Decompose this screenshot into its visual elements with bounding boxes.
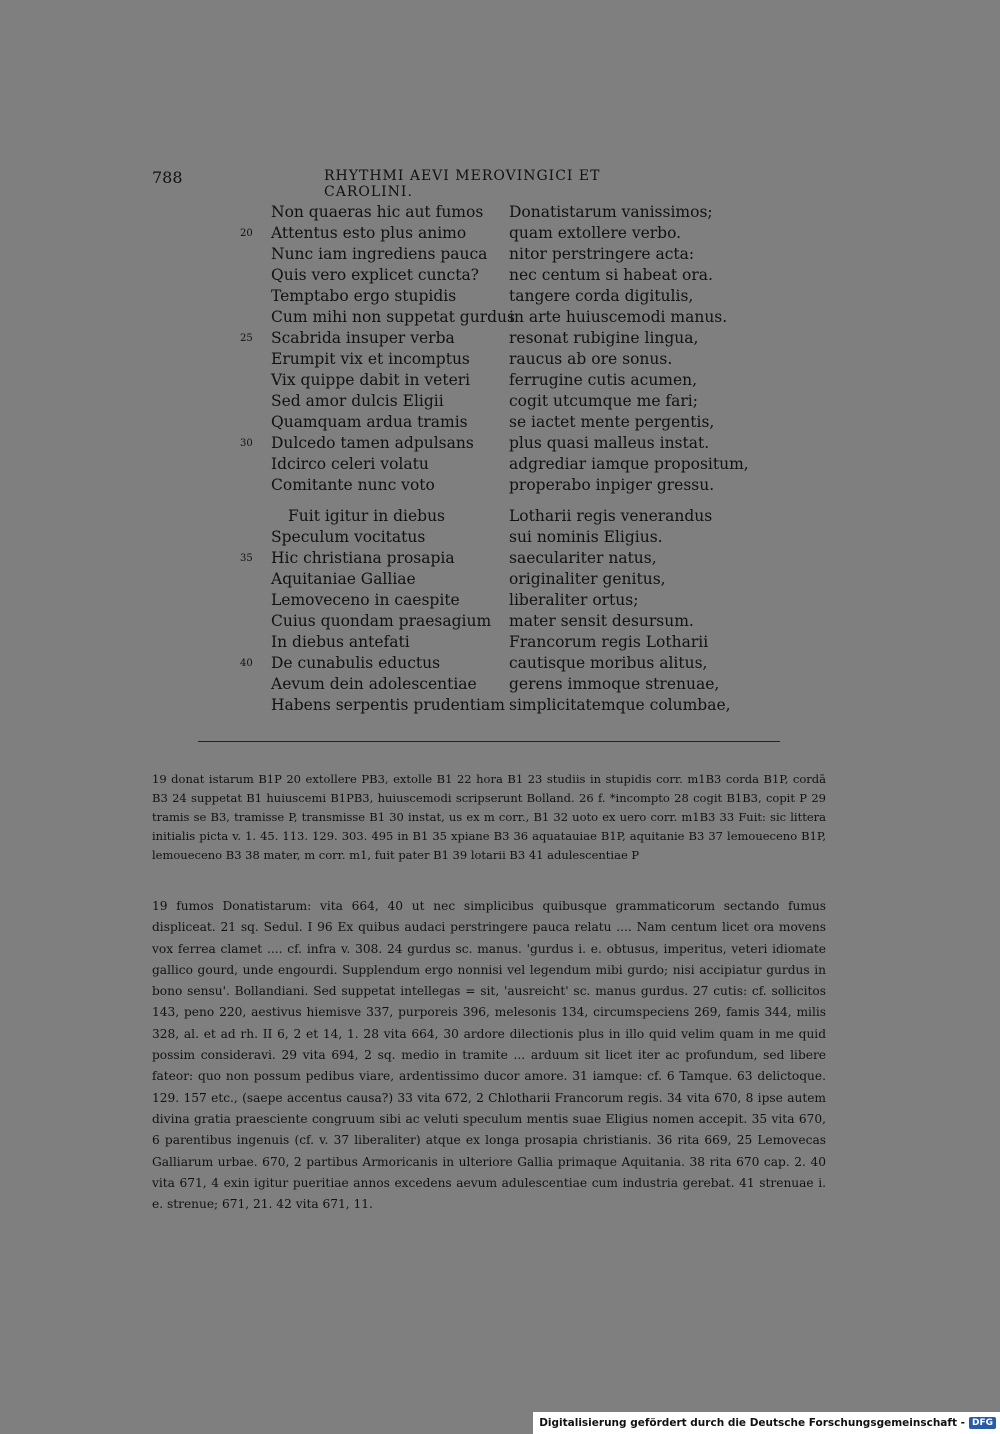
- verse-second-half: mater sensit desursum.: [509, 612, 694, 630]
- verse-line: [240, 244, 760, 265]
- verse-first-half: Hic christiana prosapia: [271, 549, 455, 567]
- verse-second-half: Francorum regis Lotharii: [509, 633, 709, 651]
- verse-second-half: quam extollere verbo.: [509, 224, 682, 242]
- verse-first-half: Temptabo ergo stupidis: [271, 287, 457, 305]
- verse-line: [240, 569, 760, 590]
- verse-line: [240, 548, 760, 569]
- verse-first-half: Quis vero explicet cuncta?: [271, 266, 479, 284]
- verse-line: [240, 307, 760, 328]
- verse-first-half: Nunc iam ingrediens pauca: [271, 245, 488, 263]
- verse-line: [240, 632, 760, 653]
- verse-line: [240, 475, 760, 496]
- verse-first-half: Aevum dein adolescentiae: [271, 675, 477, 693]
- critical-apparatus: [152, 770, 826, 865]
- verse-line: [240, 590, 760, 611]
- verse-second-half: nec centum si habeat ora.: [509, 266, 713, 284]
- line-number: 35: [240, 553, 253, 564]
- verse-line: [240, 653, 760, 674]
- verse-first-half: Quamquam ardua tramis: [271, 413, 468, 431]
- verse-second-half: simplicitatemque columbae,: [509, 696, 731, 714]
- verse-second-half: Donatistarum vanissimos;: [509, 203, 713, 221]
- verse-first-half: Aquitaniae Galliae: [271, 570, 416, 588]
- verse-second-half: liberaliter ortus;: [509, 591, 639, 609]
- verse-second-half: gerens immoque strenuae,: [509, 675, 720, 693]
- verse-line: [240, 412, 760, 433]
- verse-line: [240, 223, 760, 244]
- verse-line: [240, 433, 760, 454]
- verse-second-half: adgrediar iamque propositum,: [509, 455, 749, 473]
- verse-first-half: De cunabulis eductus: [271, 654, 441, 672]
- page-number: 788: [152, 168, 183, 187]
- commentary-notes: [152, 896, 826, 1215]
- verse-line: [240, 506, 760, 527]
- verse-first-half: Habens serpentis prudentiam: [271, 696, 505, 714]
- verse-line: [240, 391, 760, 412]
- verse-second-half: resonat rubigine lingua,: [509, 329, 699, 347]
- verse-second-half: originaliter genitus,: [509, 570, 666, 588]
- stanza: [240, 202, 760, 496]
- verse-second-half: Lotharii regis venerandus: [509, 507, 713, 525]
- verse-second-half: raucus ab ore sonus.: [509, 350, 673, 368]
- verse-second-half: cautisque moribus alitus,: [509, 654, 708, 672]
- verse-first-half: Fuit igitur in diebus: [288, 507, 446, 525]
- stanza: [240, 506, 760, 716]
- commentary-paragraph: 19 fumos Donatistarum: vita 664, 40 ut nec simplicibus quibusque grammaticorum sectando fumus displiceat. 21 sq. Sedul. I 96 Ex quibus audaci perstringere pauca relatu .... Nam centum licet ora movens vox ferrea clamet .... cf. infra v. 308. 24 gurdus sc. manus. 'gurdus i. e. obtusus, imperitus, veteri idiomate gallico gourd, unde engourdi. Supplendum ergo nonnisi vel legendum mibi gurdo; nisi accipiatur gurdus in bono sensu'. Bollandiani. Sed suppetat intellegas = sit, 'ausreicht' sc. manus gurdus. 27 cutis: cf. sollicitos 143, peno 220, aestivus hiemisve 337, purporeis 396, melesonis 134, circumspeciens 269, famis 344, milis 328, al. et ad rh. II 6, 2 et 14, 1. 28 vita 664, 30 ardore dilectionis plus in illo quid velim quam in me quid possim consideravi. 29 vita 694, 2 sq. medio in tramite ... arduum sit licet iter ac profundum, sed libere fateor: quo non possum pedibus viare, ardentissimo ducor amore. 31 iamque: cf. 6 Tamque. 63 delictoque. 129. 157 etc., (saepe accentus causa?) 33 vita 672, 2 Chlotharii Francorum regis. 34 vita 670, 8 ipse autem divina gratia praesciente congruum sibi ac veluti speculum mentis suae Eligius nomen accepit. 35 vita 670, 6 parentibus ingenuis (cf. v. 37 liberaliter) atque ex longa prosapia christianis. 36 rita 669, 25 Lemovecas Galliarum urbae. 670, 2 partibus Armoricanis in ulteriore Gallia primaque Aquitania. 38 rita 670 cap. 2. 40 vita 671, 4 exin igitur pueritiae annos excedens aevum adulescentiae cum industria gerebat. 41 strenuae i. e. strenue; 671, 21. 42 vita 671, 11.: [152, 899, 826, 1212]
- verse-first-half: Cum mihi non suppetat gurdus: [271, 308, 515, 326]
- verse-first-half: Speculum vocitatus: [271, 528, 426, 546]
- footnote-divider: [198, 741, 780, 742]
- running-title: RHYTHMI AEVI MEROVINGICI ET CAROLINI.: [324, 168, 601, 200]
- verse-first-half: Vix quippe dabit in veteri: [271, 371, 471, 389]
- verse-line: [240, 454, 760, 475]
- verse-second-half: plus quasi malleus instat.: [509, 434, 710, 452]
- verse-second-half: tangere corda digitulis,: [509, 287, 694, 305]
- verse-first-half: Cuius quondam praesagium: [271, 612, 492, 630]
- verse-line: [240, 370, 760, 391]
- verse-first-half: Dulcedo tamen adpulsans: [271, 434, 474, 452]
- verse-second-half: sui nominis Eligius.: [509, 528, 663, 546]
- verse-first-half: Sed amor dulcis Eligii: [271, 392, 444, 410]
- verse-second-half: se iactet mente pergentis,: [509, 413, 715, 431]
- line-number: 25: [240, 333, 253, 344]
- verse-first-half: Idcirco celeri volatu: [271, 455, 429, 473]
- page-header: [152, 168, 662, 200]
- verse-first-half: Lemoveceno in caespite: [271, 591, 460, 609]
- poem: [240, 202, 760, 726]
- credit-text: Digitalisierung gefördert durch die Deutsche Forschungsgemeinschaft -: [539, 1417, 965, 1429]
- apparatus-paragraph: 19 donat istarum B1P 20 extollere PB3, extolle B1 22 hora B1 23 studiis in stupidis corr. m1B3 corda B1P, cordā B3 24 suppetat B1 huiuscemi B1PB3, huiuscemodi scripserunt Bolland. 26 f. *incompto 28 cogit B1B3, copit P 29 tramis se B3, tramisse P, transmisse B1 30 instat, us ex m corr., B1 32 uoto ex uero corr. m1B3 33 Fuit: sic littera initialis picta v. 1. 45. 113. 129. 303. 495 in B1 35 xpiane B3 36 aquatauiae B1P, aquitanie B3 37 lemoueceno B1P, lemoueceno B3 38 mater, m corr. m1, fuit pater B1 39 lotarii B3 41 adulescentiae P: [152, 772, 826, 862]
- verse-second-half: saeculariter natus,: [509, 549, 657, 567]
- verse-line: [240, 611, 760, 632]
- line-number: 40: [240, 658, 253, 669]
- verse-second-half: ferrugine cutis acumen,: [509, 371, 698, 389]
- verse-first-half: Non quaeras hic aut fumos: [271, 203, 484, 221]
- verse-line: [240, 695, 760, 716]
- verse-first-half: Erumpit vix et incomptus: [271, 350, 470, 368]
- verse-first-half: In diebus antefati: [271, 633, 410, 651]
- verse-second-half: properabo inpiger gressu.: [509, 476, 715, 494]
- verse-first-half: Attentus esto plus animo: [271, 224, 467, 242]
- verse-line: [240, 349, 760, 370]
- line-number: 20: [240, 228, 253, 239]
- verse-first-half: Comitante nunc voto: [271, 476, 435, 494]
- verse-line: [240, 527, 760, 548]
- dfg-logo: DFG: [969, 1417, 996, 1429]
- verse-line: [240, 328, 760, 349]
- verse-line: [240, 674, 760, 695]
- digitization-credit: [533, 1412, 1000, 1434]
- verse-second-half: cogit utcumque me fari;: [509, 392, 698, 410]
- verse-line: [240, 265, 760, 286]
- verse-second-half: nitor perstringere acta:: [509, 245, 695, 263]
- verse-second-half: in arte huiuscemodi manus.: [509, 308, 728, 326]
- verse-line: [240, 202, 760, 223]
- line-number: 30: [240, 438, 253, 449]
- verse-line: [240, 286, 760, 307]
- verse-first-half: Scabrida insuper verba: [271, 329, 455, 347]
